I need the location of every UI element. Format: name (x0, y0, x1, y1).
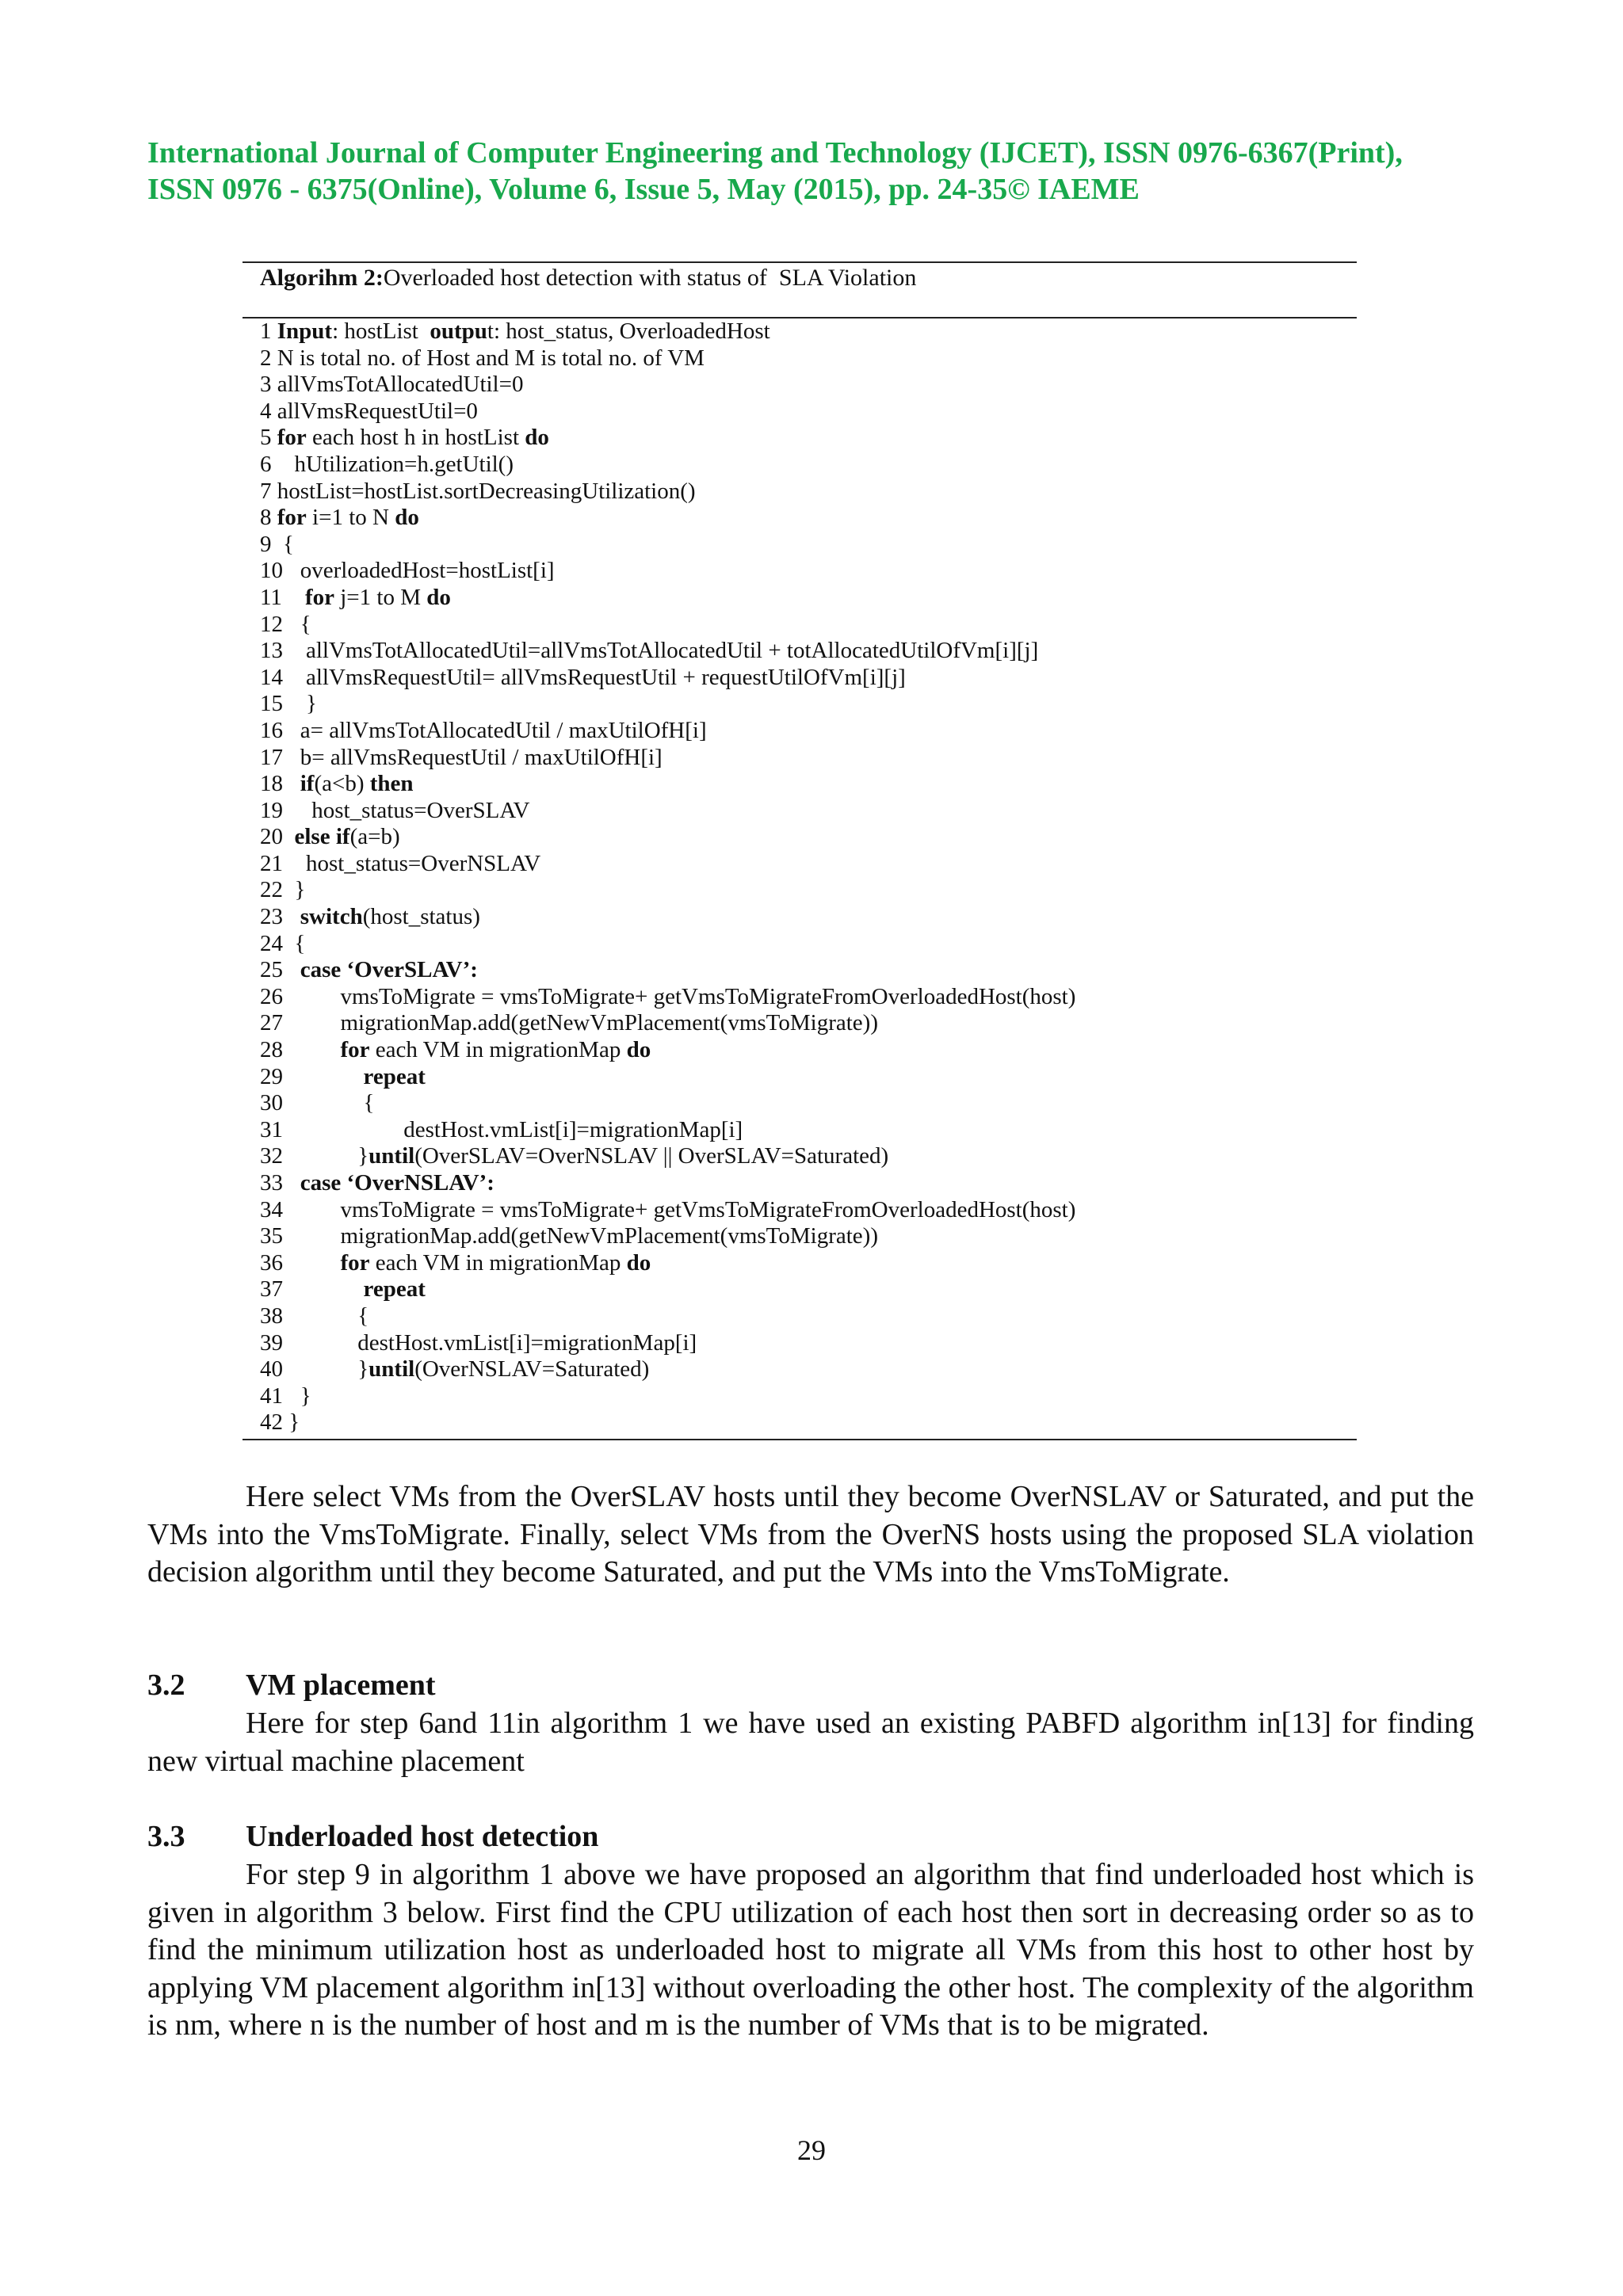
algorithm-text: 22 } (260, 877, 306, 903)
algorithm-keyword: do (525, 425, 549, 451)
algorithm-keyword: do (626, 1037, 651, 1063)
algorithm-line (260, 372, 1354, 399)
algorithm-text: 41 } (260, 1383, 311, 1409)
algorithm-text: 6 hUtilization=h.getUtil() (260, 451, 514, 477)
section-number: 3.2 (147, 1669, 185, 1702)
algorithm-line (260, 1010, 1354, 1037)
journal-header-line-1: International Journal of Computer Engineering and Technology (IJCET), ISSN 0976-6367(Print), (147, 136, 1403, 170)
algorithm-text: 35 migrationMap.add(getNewVmPlacement(vmsToMigrate)) (260, 1223, 878, 1249)
algorithm-keyword: do (426, 584, 451, 610)
algorithm-text: 13 allVmsTotAllocatedUtil=allVmsTotAllocatedUtil + totAllocatedUtilOfVm[i][j] (260, 638, 1039, 664)
algorithm-text: 30 { (260, 1090, 375, 1116)
algorithm-line (260, 771, 1354, 798)
algorithm-keyword: for (277, 505, 307, 531)
section-title: VM placement (246, 1669, 436, 1702)
algorithm-line (260, 532, 1354, 559)
section-number: 3.3 (147, 1820, 185, 1853)
algorithm-text: 29 (260, 1063, 364, 1089)
section-title: Underloaded host detection (246, 1820, 599, 1853)
algorithm-text: each host h in hostList (306, 425, 525, 451)
algorithm-text: 25 (260, 957, 300, 983)
algorithm-text: 23 (260, 904, 300, 930)
algorithm-text: 19 host_status=OverSLAV (260, 797, 530, 823)
algorithm-title-label: Algorihm 2: (260, 265, 384, 291)
algorithm-text: (a<b) (314, 771, 370, 797)
algorithm-keyword: outpu (430, 318, 487, 344)
algorithm-line (260, 745, 1354, 772)
algorithm-keyword: else if (294, 824, 350, 850)
algorithm-text: 1 (260, 318, 277, 344)
journal-header-line-2: ISSN 0976 - 6375(Online), Volume 6, Issue 5, May (2015), pp. 24-35© IAEME (147, 173, 1140, 206)
algorithm-keyword: do (395, 505, 419, 531)
algorithm-text: 34 vmsToMigrate = vmsToMigrate+ getVmsToMigrateFromOverloadedHost(host) (260, 1196, 1076, 1222)
algorithm-text: 26 vmsToMigrate = vmsToMigrate+ getVmsToMigrateFromOverloadedHost(host) (260, 983, 1076, 1009)
algorithm-keyword: for (340, 1249, 370, 1276)
algorithm-line (260, 904, 1354, 931)
algorithm-text: : hostList (332, 318, 430, 344)
algorithm-line (260, 505, 1354, 532)
algorithm-text: j=1 to M (334, 584, 427, 610)
algorithm-keyword: do (626, 1249, 651, 1276)
algorithm-line (260, 1223, 1354, 1250)
algorithm-text: 9 { (260, 531, 294, 557)
algorithm-text: 15 } (260, 691, 317, 717)
algorithm-keyword: then (369, 771, 414, 797)
paragraph-vm-placement: Here for step 6and 11in algorithm 1 we have used an existing PABFD algorithm in[13] for finding new virtual machine placement (147, 1707, 1474, 1778)
algorithm-text: 31 destHost.vmList[i]=migrationMap[i] (260, 1116, 743, 1142)
algorithm-keyword: until (369, 1356, 415, 1383)
algorithm-text: 42 } (260, 1409, 300, 1436)
algorithm-line (260, 585, 1354, 612)
paragraph-underloaded-host: For step 9 in algorithm 1 above we have proposed an algorithm that find underloaded host which is given in algorithm 3 below. First find the CPU utilization of each host then sort in decreasing order so as to find the minimum utilization host as underloaded host to migrate all VMs from this host to other host by applying VM placement algorithm in[13] without overloading the other host. The complexity of the algorithm is nm, where n is the number of host and m is the number of VMs that is to be migrated. (147, 1858, 1474, 2042)
algorithm-text: 24 { (260, 930, 306, 956)
algorithm-keyword: for (277, 425, 307, 451)
algorithm-text: 16 a= allVmsTotAllocatedUtil / maxUtilOfH[i] (260, 717, 707, 743)
paragraph-overslav: Here select VMs from the OverSLAV hosts until they become OverNSLAV or Saturated, and put the VMs into the VmsToMigrate. Finally, select VMs from the OverNS hosts using the proposed SLA violation decision algorithm until they become Saturated, and put the VMs into the VmsToMigrate. (147, 1480, 1474, 1589)
algorithm-text: 28 (260, 1037, 341, 1063)
algorithm-line (260, 1117, 1354, 1144)
algorithm-line (260, 558, 1354, 585)
algorithm-line (260, 1383, 1354, 1410)
algorithm-line (260, 1250, 1354, 1277)
algorithm-keyword: for (304, 584, 334, 610)
algorithm-line (260, 665, 1354, 692)
algorithm-text: 40 } (260, 1356, 369, 1383)
algorithm-keyword: repeat (363, 1063, 426, 1089)
algorithm-line (260, 345, 1354, 372)
algorithm-text: 17 b= allVmsRequestUtil / maxUtilOfH[i] (260, 744, 663, 770)
algorithm-line (260, 1197, 1354, 1224)
algorithm-line (260, 1356, 1354, 1383)
algorithm-line (260, 399, 1354, 425)
algorithm-text: i=1 to N (306, 505, 395, 531)
algorithm-text: (OverNSLAV=Saturated) (414, 1356, 650, 1383)
algorithm-text: 36 (260, 1249, 341, 1276)
algorithm-text: t: host_status, OverloadedHost (487, 318, 770, 344)
algorithm-line (260, 1143, 1354, 1170)
algorithm-text: 21 host_status=OverNSLAV (260, 850, 541, 876)
algorithm-lines (260, 318, 1354, 1436)
algorithm-keyword: if (300, 771, 315, 797)
algorithm-line (260, 452, 1354, 479)
algorithm-line (260, 1037, 1354, 1064)
algorithm-text: 10 overloadedHost=hostList[i] (260, 558, 555, 584)
algorithm-line (260, 1064, 1354, 1091)
algorithm-line (260, 957, 1354, 984)
algorithm-box (242, 261, 1357, 1440)
algorithm-text: 4 allVmsRequestUtil=0 (260, 398, 478, 424)
algorithm-text: 20 (260, 824, 295, 850)
algorithm-text: 33 (260, 1170, 300, 1196)
section-heading-3-3 (147, 1818, 598, 1855)
algorithm-title (260, 265, 916, 292)
algorithm-text: 37 (260, 1276, 364, 1302)
algorithm-keyword: case ‘OverSLAV’: (300, 957, 478, 983)
algorithm-text: 7 hostList=hostList.sortDecreasingUtilization() (260, 478, 696, 504)
algorithm-line (260, 1276, 1354, 1303)
algorithm-line (260, 1170, 1354, 1197)
section-heading-3-2 (147, 1667, 436, 1703)
algorithm-keyword: repeat (363, 1276, 426, 1302)
algorithm-line (260, 1090, 1354, 1117)
algorithm-line (260, 318, 1354, 345)
algorithm-keyword: for (340, 1037, 370, 1063)
algorithm-text: each VM in migrationMap (369, 1037, 627, 1063)
algorithm-line (260, 824, 1354, 851)
algorithm-line (260, 612, 1354, 639)
algorithm-text: 39 destHost.vmList[i]=migrationMap[i] (260, 1329, 697, 1356)
algorithm-text: 27 migrationMap.add(getNewVmPlacement(vmsToMigrate)) (260, 1010, 878, 1036)
algorithm-text: 32 } (260, 1143, 369, 1169)
algorithm-text: 18 (260, 771, 300, 797)
algorithm-line (260, 1409, 1354, 1436)
algorithm-line (260, 718, 1354, 745)
algorithm-title-text: Overloaded host detection with status of SLA Violation (383, 265, 917, 291)
algorithm-line (260, 931, 1354, 958)
algorithm-text: 14 allVmsRequestUtil= allVmsRequestUtil + requestUtilOfVm[i][j] (260, 664, 906, 690)
algorithm-line (260, 1330, 1354, 1357)
algorithm-line (260, 798, 1354, 825)
algorithm-text: 5 (260, 425, 277, 451)
algorithm-line (260, 877, 1354, 904)
algorithm-keyword: switch (300, 904, 363, 930)
algorithm-text: each VM in migrationMap (369, 1249, 627, 1276)
algorithm-line (260, 851, 1354, 878)
algorithm-line (260, 984, 1354, 1011)
algorithm-text: 12 { (260, 611, 311, 637)
algorithm-line (260, 479, 1354, 505)
algorithm-keyword: until (369, 1143, 415, 1169)
algorithm-text: 38 { (260, 1302, 369, 1329)
page-number: 29 (797, 2134, 826, 2166)
algorithm-bottom-rule (242, 1439, 1357, 1440)
algorithm-keyword: Input (277, 318, 333, 344)
algorithm-text: 11 (260, 584, 305, 610)
algorithm-line (260, 425, 1354, 452)
algorithm-line (260, 691, 1354, 718)
algorithm-text: 8 (260, 505, 277, 531)
algorithm-line (260, 638, 1354, 665)
algorithm-top-rule (242, 261, 1357, 263)
algorithm-line (260, 1303, 1354, 1330)
algorithm-text: 3 allVmsTotAllocatedUtil=0 (260, 372, 524, 398)
algorithm-keyword: case ‘OverNSLAV’: (300, 1170, 495, 1196)
journal-header (147, 135, 1479, 208)
algorithm-text: (OverSLAV=OverNSLAV || OverSLAV=Saturated) (414, 1143, 889, 1169)
algorithm-text: 2 N is total no. of Host and M is total no. of VM (260, 345, 705, 371)
algorithm-text: (a=b) (349, 824, 400, 850)
algorithm-text: (host_status) (362, 904, 480, 930)
